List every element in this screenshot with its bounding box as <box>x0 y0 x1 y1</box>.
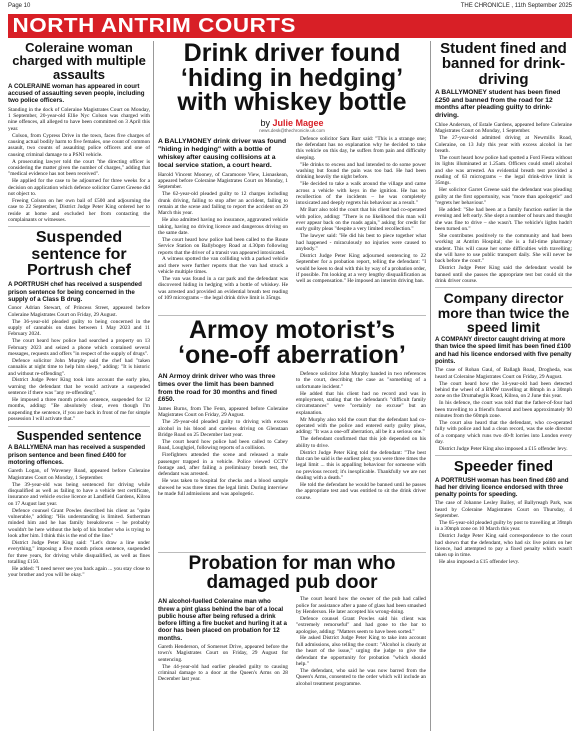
right-column <box>435 41 572 731</box>
standfirst: AN alcohol-fuelled Coleraine man who threw a pint glass behind the bar of a local public house after being refused a drink before lifting a fire bucket and hurling it at a door has been placed on probation for 12 months. <box>158 598 287 642</box>
paragraph: Colson, from Cypress Drive in the town, faces five charges of causing actual bodily harm to five females, one count of common assault, two counts of assaulting police officers and one of causing criminal damage to a PSNI vehicle. <box>8 132 150 158</box>
paragraph: The 62-year-old pleaded guilty to 12 charges including drunk driving, failing to stop after an accident, failing to remain at the scene and failing to report the accident on 29 March this year. <box>158 191 288 217</box>
section-banner <box>8 14 572 38</box>
paragraph: The 36-year-old pleaded guilty to being concerned in the supply of cannabis on dates between 1 May 2023 and 11 February 2024. <box>8 318 150 338</box>
paragraph: The 39-year-old was being sentenced for driving while disqualified as well as failing to have a vehicle test certificate, insurance and vehicle excise licence at Landfield Gardens, Kilrea on 17 August last year. <box>8 481 150 507</box>
paragraph: The court heard how police had been called to Cabey Road, Loughgiel, following reports of a collision. <box>158 438 288 452</box>
paragraph: The court heard how police had spotted a Ford Fiesta without its lights illuminated at 1.25am. Officers could smell alcohol and she was arrested. An evidential breath test provided a reading of 63 micrograms – the legal drink-drive limit is 35mgs. <box>435 154 572 187</box>
column-rule <box>153 41 154 731</box>
paragraph: District Judge Peter King said correspondence to the court had shown that the defendant, who had six live points on her licence, had attempted to pay a fixed penalty which wasn't taken up in time. <box>435 533 572 559</box>
paragraph: Gareth Logan, of Waveney Road, appeared before Coleraine Magistrates Court on Monday, 1 September. <box>8 468 150 481</box>
column-rule <box>430 41 431 731</box>
paragraph: District Judge Peter King told the defendant: "The best that can be said is the earliest plea; you were three times the legal limit ... this is appalling behaviour for someone with no previous record; it's inexplicable. Thankfully we are not dealing with a death." <box>296 449 426 481</box>
article-hedging <box>158 41 426 313</box>
paragraph: The court heard how police had searched a property on 13 February 2023 and seized a phone which contained several messages, requests and offers "in respect of the supply of drugs". <box>8 338 150 357</box>
paragraph: She contributes positively to the community and had been working at Antrim Hospital; she is a full-time pharmacy student. This will cause her some difficulties with travelling; she will have to use public transport daily. She will never be back before the court." <box>435 232 572 265</box>
paragraph: Conor Adrian Stewart, of Princess Street, appeared before Coleraine Magistrates Court on Friday, 29 August. <box>8 305 150 318</box>
divider <box>435 287 572 288</box>
body-column-2 <box>296 596 426 687</box>
paragraph: He applied for the case to be adjourned for three weeks for a decision on application which defence solicitor Garret Greene did not object to. <box>8 178 150 198</box>
paragraph: Defence counsel Grant Powles described his client as "quite vulnerable," adding: "His understanding is limited. Sutherman minded him and he has family breakdowns – he probably wouldn't be here without the help of his brother who is trying to look after him. I think this is the end of the line." <box>8 507 150 539</box>
headline: Speeder fined <box>453 458 554 476</box>
paragraph: He also admitted having no insurance, aggravated vehicle taking, having no driving licence and dangerous driving on the same date. <box>158 217 288 236</box>
paragraph: He added that his client had no record and was in employment, stating that the defendant's "difficult family circumstances" were "certainly no excuse" but an explanation. <box>296 390 426 416</box>
article-armoy <box>158 318 426 550</box>
headline: Armoy motorist’s ‘one-off aberration’ <box>178 318 406 369</box>
paragraph: James Burns, from The Fenn, appeared before Coleraine Magistrates Court on Friday, 29 August. <box>158 406 288 419</box>
page-number: Page 10 <box>8 3 31 9</box>
article-student <box>435 41 572 284</box>
article-body <box>8 107 150 224</box>
standfirst: AN Armoy drink driver who was three times over the limit has been banned from the road for 30 months and fined £650. <box>158 373 278 404</box>
byline <box>158 118 426 128</box>
headline: Suspended sentence for Portrush chef <box>26 229 131 280</box>
divider <box>8 426 150 427</box>
article-body <box>158 644 288 683</box>
paragraph: He imposed a three month prison sentence, suspended for 12 months, adding: "Be absolutely clear, even though I'm suspending the sentence, if you are back in front of me for simple possession I will activate that." <box>8 397 150 423</box>
paragraph: District Judge Peter King took into account the early plea, warning the defendant that he would activate a suspended sentence if there was "any re-offending". <box>8 377 150 397</box>
byline-prefix: by <box>260 117 273 128</box>
section-title: NORTH ANTRIM COURTS <box>12 15 297 37</box>
article-portrush-chef <box>8 230 150 422</box>
paragraph: "He drinks to excess and had intended to do some power washing but found the pain was too bad. He had been drinking heavily the night before. <box>296 161 426 181</box>
standfirst: A BALLYMONEY drink driver was found "hiding in hedging" with a bottle of whiskey after causing collisions at a local service station, a court heard. <box>158 137 287 169</box>
paragraph: Chloe Anderson, of Estale Gardens, appeared before Coleraine Magistrates Court on Monday, 1 September. <box>435 121 572 135</box>
article-body <box>435 500 572 565</box>
paragraph: Firefighters attended the scene and released a male passenger trapped in a vehicle. Police viewed CCTV footage and, after failing a preliminary breath test, the defendant was arrested. <box>158 452 288 478</box>
paragraph: The defendant confirmed that this job depended on his ability to drive. <box>296 436 426 449</box>
article-body-row <box>158 136 426 303</box>
standfirst: A PORTRUSH chef has received a suspended prison sentence for being concerned in the supply of a Class B drug. <box>8 281 142 303</box>
article-body-row <box>158 371 426 502</box>
paragraph: He also imposed a £15 offender levy. <box>439 559 520 566</box>
divider <box>158 315 426 316</box>
article-body-row <box>158 596 426 687</box>
paragraph: The court heard how the owner of the pub had called police for assistance after a pane of glass had been smashed by Henderson. He later accepted his wrong-doing. <box>296 596 426 615</box>
paragraph: A witness spotted the van colliding with a parked vehicle and there were further reports that the van had struck a vehicle multiple times. <box>158 256 288 276</box>
paragraph: He told the defendant he would be banned until he passes the appropriate test and was entitled to sit the drink driver course. <box>296 481 426 501</box>
standfirst: A BALLYMENA man has received a suspended prison sentence and been fined £400 for motoring offences. <box>8 444 146 466</box>
headline: Suspended sentence <box>16 428 142 443</box>
paragraph: In his defence, the court was told that the father-of-four had been travelling to a friend's funeral and been approximately 90 minutes from the 60mph zone. <box>435 400 572 419</box>
divider <box>158 552 426 553</box>
paragraph: District Judge Peter King also imposed a £15 offender levy. <box>439 445 568 452</box>
body-column-1 <box>158 596 288 687</box>
headline: Student fined and banned for drink-driving <box>440 41 567 88</box>
article-coleraine <box>8 41 150 223</box>
article-suspended-sentence <box>8 430 150 579</box>
paragraph: Freeing Colson on her own bail of £500 and adjourning the case to 22 September, District Judge Peter King ordered her to reside at home and excluded her from contacting the complainants or witnesses. <box>8 197 150 224</box>
paragraph: Gareth Henderson, of Somerset Drive, appeared before the town's Magistrates Court on Friday, 29 August for sentencing. <box>158 644 288 663</box>
divider <box>435 455 572 456</box>
paragraph: The 44-year-old had earlier pleaded guilty to causing criminal damage to a door at the Queen's Arms on 28 December last year. <box>158 663 288 683</box>
paragraph: The van was found in a car park and the defendant was discovered hiding in hedging with a bottle of whiskey. He was arrested and provided an evidential breath test reading of 109 micrograms – the legal drink drive limit is 35mgs. <box>158 276 288 302</box>
article-body <box>158 172 288 302</box>
body-column-2 <box>296 136 426 303</box>
standfirst: A COMPANY director caught driving at more than twice the speed limit has been fined £100 and had his licence endorsed with five penalty points. <box>435 336 572 366</box>
paragraph: The lawyer said: "He did his best to piece together what had happened - miraculously no injuries were caused to anybody." <box>296 233 426 252</box>
paper-date: THE CHRONICLE , 11th September 2025 <box>460 3 572 9</box>
standfirst: A COLERAINE woman has appeared in court accused of assaulting seven people, including two police officers. <box>8 82 145 105</box>
paragraph: Defence counsel Grant Powles said his client was "extremely remorseful" and had gone to the bar to apologise, adding: "Matters seem to have been sorted." <box>296 615 426 635</box>
paragraph: District Judge Peter King adjourned sentencing to 22 September for a probation report, telling the defendant: "I would be keen to deal with this by way of a probation order, if possible. I'm looking at a very lengthy disqualification as well as compensation." He imposed an interim driving ban. <box>296 252 426 285</box>
author-email[interactable]: news.desk@thechronicle.uk.com <box>259 127 325 133</box>
paragraph: Mr Barr also told the court that his client had co-operated with police, adding: "There is no likelihood this man will ever appear back on the roads again," asking for credit for early guilty pleas "despite a very limited recollection." <box>296 207 426 233</box>
article-body <box>8 305 150 422</box>
paragraph: Her solicitor Garret Greene said the defendant was pleading guilty at the first opportunity, was "more than apologetic" and "regrets her behaviour." <box>435 187 572 206</box>
article-company-director <box>435 291 572 452</box>
paragraph: Defence solicitor John Murphy said the chef had "taken cannabis at night time to help him sleep," adding: "It is historic and without re-offending". <box>8 357 150 377</box>
paragraph: District Judge Peter King said: "Let's draw a line under everything," imposing a five month prison sentence, suspended for three years, for driving while disqualified, as well as fines totalling £150. <box>8 539 150 565</box>
paragraph: Defence solicitor John Murphy handed in two references to the court, describing the case as "something of a unfortunate incident." <box>296 371 426 390</box>
divider <box>8 226 150 227</box>
article-probation <box>158 555 426 731</box>
body-column-1 <box>158 136 288 303</box>
paragraph: The 29-year-old pleaded guilty to driving with excess alcohol in his blood and careless driving on Glenstaan Bridge Road on 25 December last year. <box>158 419 288 439</box>
left-column <box>8 41 150 731</box>
headline: Company director more than twice the speed limit <box>437 290 570 335</box>
paragraph: He added: "I need never see you back again ... you stay close to your brother and you will be okay." <box>8 565 150 579</box>
paragraph: District Judge Peter King said the defendant would be banned until she passes the appropriate test but could sit the drink driver course. <box>435 265 572 284</box>
author-name: Julie Magee <box>272 117 324 128</box>
headline: Coleraine woman charged with multiple assaults <box>12 41 146 82</box>
article-speeder <box>435 459 572 565</box>
paragraph: He added: "She had been at a family function earlier in the evening and left early. She slept a number of hours and thought she was fine to drive – she wasn't. The vehicle's lights hadn't been turned on." <box>435 206 572 232</box>
paragraph: The case of Rohan Gaul, of Ballagh Road, Drogheda, was heard at Coleraine Magistrates Court on Friday, 29 August. <box>435 367 572 380</box>
headline: Drink driver found ‘hiding in hedging’ with whiskey bottle <box>177 41 407 116</box>
body-column-1 <box>158 371 288 502</box>
paragraph: The 27-year-old admitted driving at Newmills Road, Coleraine, on 13 July this year with excess alcohol in her breath. <box>435 135 572 154</box>
paragraph: Defence solicitor Sam Barr said: "This is a strange one; the defendant has no explanation why he decided to take this vehicle on this day, he suffers from pain and difficulty sleeping. <box>296 135 426 161</box>
paragraph: Harold Vincent Mooney, of Caramoore View, Lisnaskean, appeared before Coleraine Magistrates Court on Monday, 1 September. <box>158 171 288 191</box>
paragraph: The court heard how the 34-year-old had been detected behind the wheel of a BMW travelling at 88mph in a 30mph zone on the Drumaheglis Road, Kilrea, on 2 June this year. <box>435 380 572 400</box>
standfirst: A BALLYMONEY student has been fined £250 and banned from the road for 12 months after pleading guilty to drink-driving. <box>435 88 561 120</box>
paragraph: Mr Murphy also told the court that the defendant had co-operated with the police and entered early guilty pleas, adding: "It was a one-off aberration, all be it a serious one." <box>296 416 426 436</box>
paragraph: He was taken to hospital for checks and a blood sample showed he was three times the legal limit. During interview he made full admissions and was apologetic. <box>158 478 288 497</box>
body-column-2 <box>296 371 426 502</box>
paragraph: He asked District Judge Peter King to take into account full admissions, also telling the court: "Alcohol is clearly at the heart of the issue," urging the judge to give the defendant the opportunity for probation "which should help." <box>296 635 426 667</box>
paragraph: The case of Johanne Lesley Bailey, of Ballyreagh Park, was heard by Coleraine Magistrates Court on Thursday, 4 September. <box>435 500 572 520</box>
paragraph: The 65-year-old pleaded guilty by post to travelling at 39mph in a 30mph zone on 10 March this year. <box>435 520 572 533</box>
paragraph: The defendant, who said he was now barred from the Queen's Arms, consented to the order which will include an alcohol treatment programme. <box>296 667 426 687</box>
headline: Probation for man who damaged pub door <box>188 555 396 593</box>
article-body <box>158 406 288 497</box>
paragraph: The court also heard that the defendant, who co-operated fully with police and had a clean record, was the sole director of a company which runs two 40-ft lorries into London every day. <box>435 419 572 445</box>
article-body <box>435 367 572 452</box>
article-body <box>435 122 572 284</box>
article-body <box>8 468 150 578</box>
paragraph: Standing in the dock of Coleraine Magistrates Court on Monday, 1 September, 20-year-old Ellie Nyc Colson was charged with nine offences, all alleged to have been committed on 3 April this year. <box>8 106 150 132</box>
paragraph: The court heard how police had been called to the Route Service Station on Ballybogey Road at 4.30pm following reports that the driver of a transit van appeared intoxicated. <box>158 236 288 256</box>
standfirst: A PORTRUSH woman has been fined £60 and had her driving licence endorsed with three penalty points for speeding. <box>435 476 569 499</box>
paragraph: "He decided to take a walk around the village and came across a vehicle with keys in the ignition. He has no recollection of the incidents – he was completely intoxicated and deeply regrets his behaviour as a result." <box>296 181 426 207</box>
paragraph: A prosecuting lawyer told the court "the directing officer is considering the matter given the number of charges," adding that "medical evidence has not been received". <box>8 158 150 178</box>
